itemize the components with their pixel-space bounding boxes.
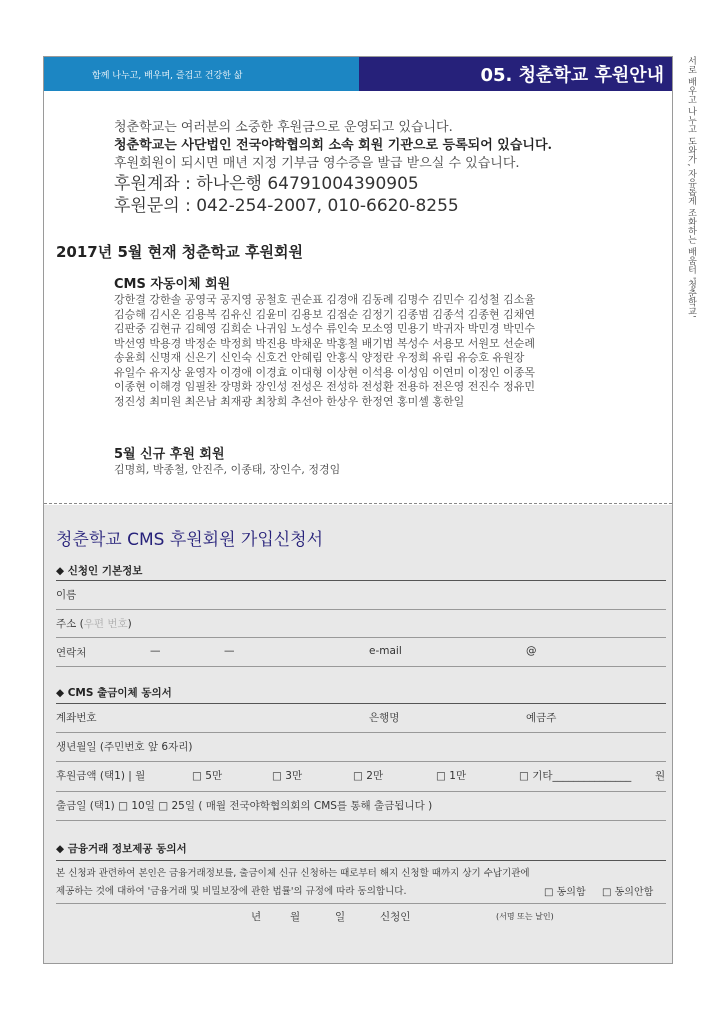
email-label: e-mail: [369, 645, 402, 657]
member-line: 박선영 박용경 박정순 박정희 박진용 박채운 박홍철 배기범 복성수 서용모 서원모 선순례: [114, 336, 535, 350]
page: [43, 56, 673, 964]
amount-label: 후원금액 (택1) | 월: [56, 770, 146, 782]
applicant-label: 신청인: [380, 911, 411, 923]
name-field[interactable]: [56, 609, 666, 610]
phone-field[interactable]: [56, 666, 666, 667]
birthdate-field[interactable]: [56, 761, 666, 762]
member-line: 강한결 강한솔 공영국 공지영 공철호 권순표 김경애 김동례 김명수 김민수 김성철 김소율: [114, 293, 535, 306]
address-field[interactable]: [56, 637, 666, 638]
consent-text-2: 제공하는 것에 대하여 '금융거래 및 비밀보장에 관한 법률'의 규정에 따라 동의합니다.: [56, 886, 407, 897]
new-members-title: 5월 신규 후원 회원: [114, 447, 225, 462]
cut-line: [44, 503, 672, 504]
section-applicant: ◆ 신청인 기본정보: [56, 565, 143, 577]
phone-label: 연락처: [56, 647, 87, 659]
member-line: 김승해 김시온 김용복 김유신 김윤미 김용보 김점순 김정기 김종범 김종석 김종현 김채연: [114, 307, 535, 321]
new-members-list: 김명희, 박종철, 안진주, 이종태, 장인수, 정경임: [114, 463, 341, 476]
form-title: 청춘학교 CMS 후원회원 가입신청서: [56, 530, 324, 550]
divider: [56, 580, 666, 581]
side-slogan: 서로 배우고 나누고 도와가, 자유롭게 조화하는 배움터 '청춘학교': [686, 56, 696, 318]
divider: [56, 860, 666, 861]
members-title: 2017년 5월 현재 청춘학교 후원회원: [56, 243, 303, 261]
disagree-checkbox[interactable]: □ 동의안함: [602, 887, 654, 898]
amount-option-30k[interactable]: □ 3만: [272, 770, 303, 782]
intro-line-3: 후원회원이 되시면 매년 지정 기부금 영수증을 발급 받으실 수 있습니다.: [114, 156, 520, 171]
bank-name-label: 은행명: [369, 712, 400, 724]
amount-option-50k[interactable]: □ 5만: [192, 770, 223, 782]
phone-dash: —: [150, 645, 161, 657]
account-holder-label: 예금주: [526, 712, 557, 724]
account-field[interactable]: [56, 732, 666, 733]
intro-line-2: 청춘학교는 사단법인 전국야학협의회 소속 회원 기관으로 등록되어 있습니다.: [114, 138, 553, 153]
divider: [56, 903, 666, 904]
name-label: 이름: [56, 589, 77, 601]
date-year: 년: [251, 911, 262, 923]
member-line: 정진성 최미원 최은남 최재광 최창희 추선아 한상우 한정연 홍미셸 홍한일: [114, 394, 465, 408]
signature-hint: (서명 또는 날인): [496, 912, 554, 921]
date-month: 월: [290, 911, 301, 923]
email-at: @: [526, 645, 537, 657]
member-line: 이종현 이해경 임필찬 장명화 장인성 전성은 전성하 전성환 전용하 전은영 전진수 정유민: [114, 380, 535, 393]
birthdate-label: 생년월일 (주민번호 앞 6자리): [56, 741, 193, 753]
divider: [56, 791, 666, 792]
phone-dash: —: [224, 645, 235, 657]
amount-option-other[interactable]: □ 기타_______________: [519, 770, 632, 782]
member-line: 유일수 유지상 윤영자 이경애 이경효 이대형 이상현 이석용 이성임 이연미 이정인 이종목: [114, 365, 535, 379]
section-consent: ◆ 금융거래 정보제공 동의서: [56, 843, 187, 855]
member-line: 송윤희 신명재 신은기 신인숙 신호건 안혜림 안홍식 양정란 우정희 유림 유승호 유원장: [114, 351, 525, 364]
divider: [56, 703, 666, 704]
consent-text-1: 본 신청과 관련하여 본인은 금융거래정보를, 출금이체 신규 신청하는 때로부터 해지 신청할 때까지 상기 수납기관에: [56, 868, 530, 879]
donation-contact: 후원문의 : 042-254-2007, 010-6620-8255: [114, 196, 459, 216]
amount-option-10k[interactable]: □ 1만: [436, 770, 467, 782]
account-number-label: 계좌번호: [56, 712, 97, 724]
section-cms: ◆ CMS 출금이체 동의서: [56, 687, 172, 699]
application-form: [44, 505, 672, 963]
postal-code-placeholder: 우편 번호: [83, 618, 128, 630]
intro-block: [114, 119, 552, 217]
divider: [56, 820, 666, 821]
section-title: 05. 청춘학교 후원안내: [359, 57, 672, 91]
header-bar: [44, 57, 672, 91]
donation-account: 후원계좌 : 하나은행 64791004390905: [114, 174, 419, 194]
cms-members-list: [114, 293, 654, 409]
intro-line-1: 청춘학교는 여러분의 소중한 후원금으로 운영되고 있습니다.: [114, 120, 453, 135]
date-day: 일: [335, 911, 346, 923]
member-line: 김판중 김현규 김혜영 김희순 나귀임 노성수 류인숙 모소영 민용기 박귀자 박민경 박민수: [114, 322, 535, 335]
header-slogan: 함께 나누고, 배우며, 즐겁고 건강한 삶: [44, 57, 359, 91]
cms-members-title: CMS 자동이체 회원: [114, 277, 231, 292]
amount-option-20k[interactable]: □ 2만: [353, 770, 384, 782]
agree-checkbox[interactable]: □ 동의함: [544, 887, 586, 898]
address-label: 주소 (우편 번호): [56, 618, 132, 630]
withdrawal-day[interactable]: 출금일 (택1) □ 10일 □ 25일 ( 매월 전국야학협의회의 CMS를 통해 출금됩니다 ): [56, 800, 433, 812]
won-unit: 원: [655, 770, 666, 782]
